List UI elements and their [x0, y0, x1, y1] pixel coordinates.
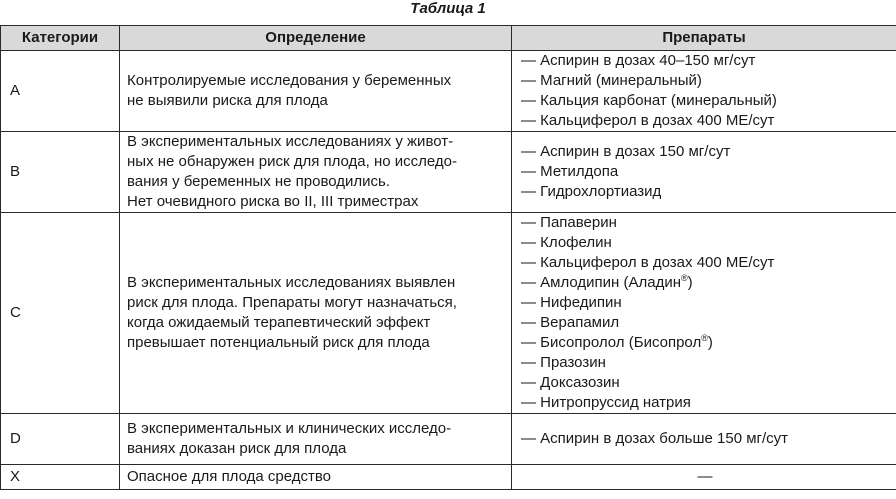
- drug-item: — Верапамил: [521, 314, 620, 331]
- drug-name: — Бисопролол (Бисопрол: [521, 334, 702, 351]
- drug-item: — Празозин: [521, 354, 606, 371]
- header-definition: Определение: [120, 26, 512, 51]
- drug-item: — Клофелин: [521, 234, 612, 251]
- drugs-cell: [512, 51, 896, 132]
- definition-cell: [120, 414, 512, 465]
- table-caption: Таблица 1: [410, 0, 486, 17]
- header-category: Категории: [1, 26, 120, 51]
- definition-cell: [120, 132, 512, 213]
- drug-item: — Кальция карбонат (минеральный): [521, 92, 777, 109]
- drug-item: — Гидрохлортиазид: [521, 183, 662, 200]
- drug-item: [521, 273, 889, 293]
- table-row-category-b: [1, 132, 896, 213]
- drugs-cell: [512, 213, 896, 414]
- definition-line: ных не обнаружен риск для плода, но исследо-: [127, 153, 458, 170]
- definition-line: вания у беременных не проводились.: [127, 173, 391, 190]
- definition-line: Нет очевидного риска во II, III триместрах: [127, 193, 419, 210]
- category-cell: D: [1, 414, 120, 465]
- definition-line: риск для плода. Препараты могут назначаться,: [127, 294, 457, 311]
- drug-name-tail: ): [687, 274, 693, 291]
- drug-item: — Кальциферол в дозах 400 МЕ/сут: [521, 254, 775, 271]
- definition-line: не выявили риска для плода: [127, 92, 328, 109]
- header-drugs: Препараты: [512, 26, 896, 51]
- definition-cell: [120, 465, 512, 490]
- drug-item: — Папаверин: [521, 214, 617, 231]
- drug-name: — Амлодипин (Аладин: [521, 274, 682, 291]
- definition-line: В экспериментальных и клинических исследо-: [127, 420, 452, 437]
- fda-categories-table: [0, 25, 896, 490]
- drug-item: — Нитропруссид натрия: [521, 394, 691, 411]
- drugs-cell: [512, 414, 896, 465]
- category-cell: C: [1, 213, 120, 414]
- definition-line: В экспериментальных исследованиях у живот-: [127, 133, 454, 150]
- table-row-category-c: [1, 213, 896, 414]
- drug-item: [521, 333, 889, 353]
- drugs-cell: [512, 132, 896, 213]
- table-row-category-d: [1, 414, 896, 465]
- registered-mark: ®: [701, 333, 708, 343]
- drug-item: — Метилдопа: [521, 163, 619, 180]
- category-cell: A: [1, 51, 120, 132]
- table-header-row: [1, 26, 896, 51]
- category-cell: B: [1, 132, 120, 213]
- drugs-cell-empty: —: [512, 465, 896, 490]
- definition-line: когда ожидаемый терапевтический эффект: [127, 314, 431, 331]
- drug-item: — Аспирин в дозах больше 150 мг/сут: [521, 430, 789, 447]
- registered-mark: ®: [681, 273, 688, 283]
- definition-line: В экспериментальных исследованиях выявлен: [127, 274, 456, 291]
- definition-cell: [120, 213, 512, 414]
- definition-line: Опасное для плода средство: [127, 468, 332, 485]
- definition-line: Контролируемые исследования у беременных: [127, 72, 452, 89]
- drug-name-tail: ): [707, 334, 713, 351]
- drug-item: — Магний (минеральный): [521, 72, 702, 89]
- drug-item: — Аспирин в дозах 150 мг/сут: [521, 143, 731, 160]
- definition-cell: [120, 51, 512, 132]
- table-row-category-x: [1, 465, 896, 490]
- drug-item: — Аспирин в дозах 40–150 мг/сут: [521, 52, 756, 69]
- definition-line: ваниях доказан риск для плода: [127, 440, 347, 457]
- drug-item: — Кальциферол в дозах 400 МЕ/сут: [521, 112, 775, 129]
- drug-item: — Нифедипин: [521, 294, 622, 311]
- definition-line: превышает потенциальный риск для плода: [127, 334, 430, 351]
- drug-item: — Доксазозин: [521, 374, 620, 391]
- category-cell: X: [1, 465, 120, 490]
- table-row-category-a: [1, 51, 896, 132]
